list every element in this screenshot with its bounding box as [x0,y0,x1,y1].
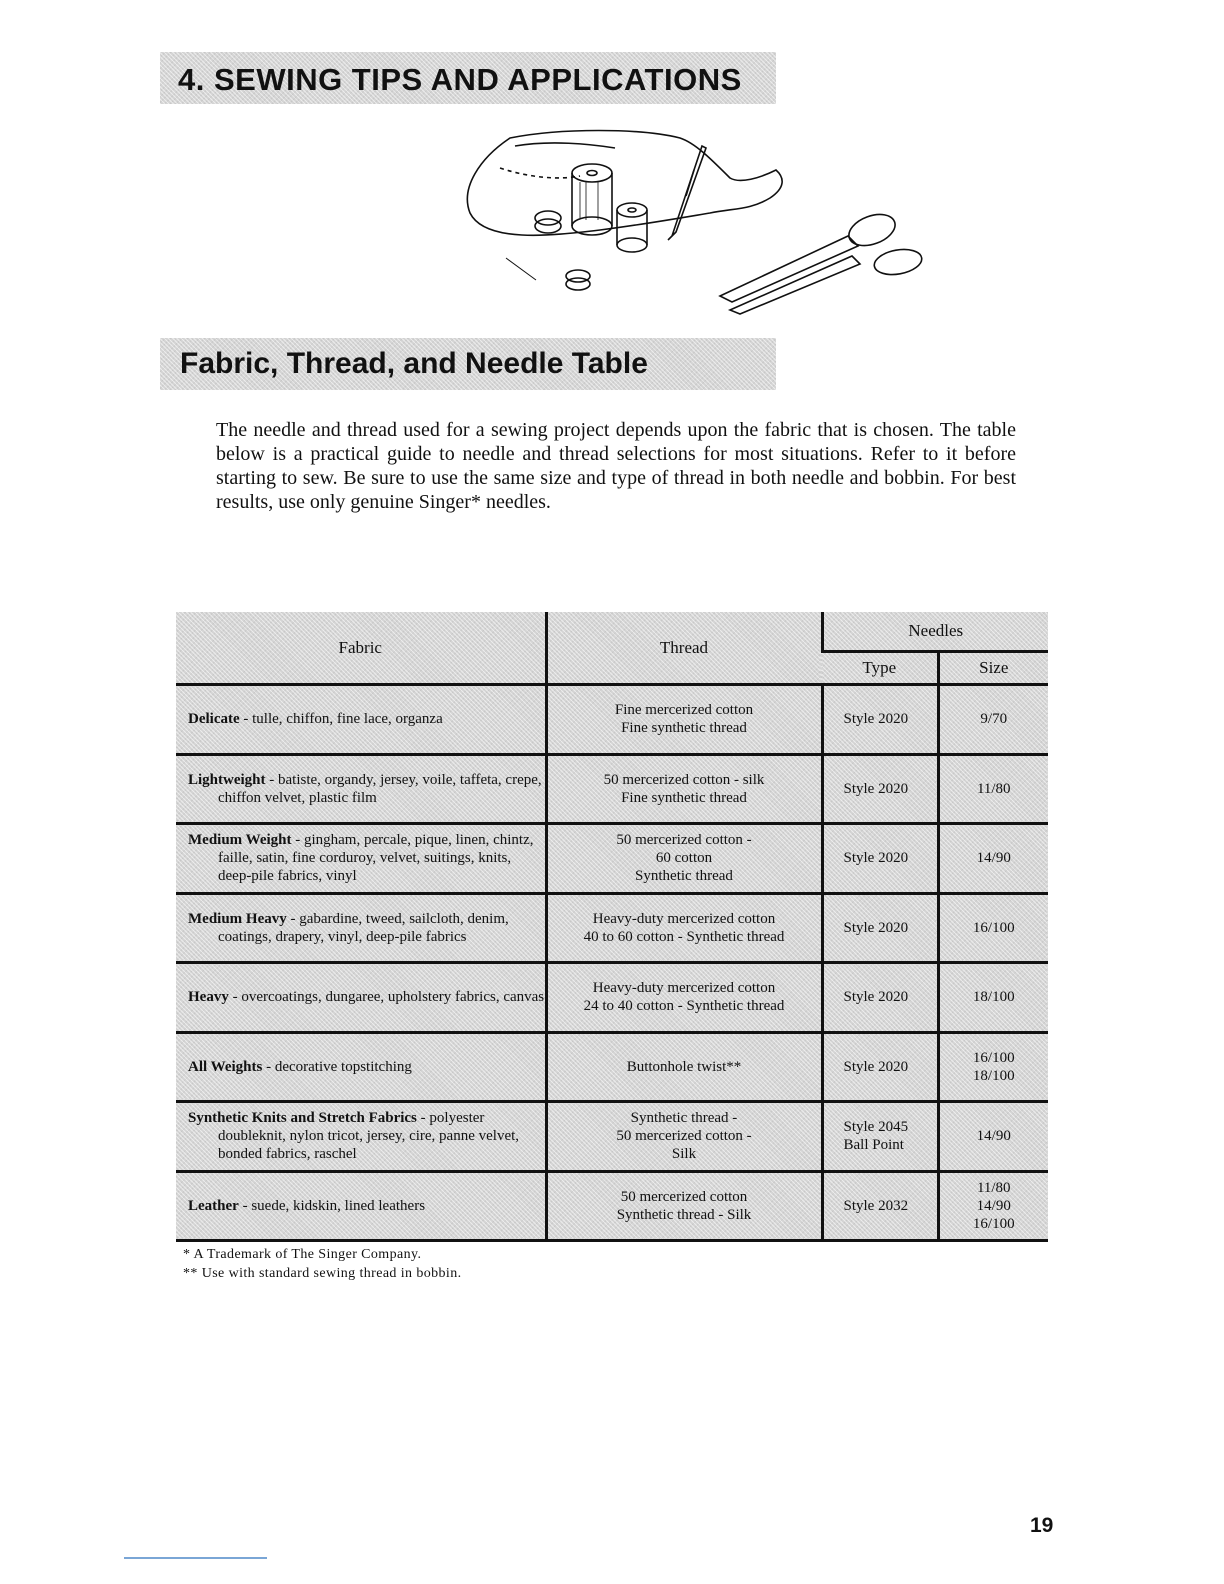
needle-size-cell: 14/90 [938,824,1048,894]
table-title: Fabric, Thread, and Needle Table [160,338,776,390]
table-row [176,754,1048,824]
motion-line-drawing [506,258,536,280]
header-fabric: Fabric [176,612,546,685]
table-row [176,1032,1048,1102]
table-row [176,685,1048,755]
fabric-name: Delicate [188,711,240,728]
fabric-description: - tulle, chiffon, fine lace, organza [239,711,443,728]
needle-type-cell: Style 2045 Ball Point [822,1102,938,1172]
fabric-name: Leather [188,1197,239,1214]
fabric-description: - decorative topstitching [262,1058,412,1075]
fabric-name: Lightweight [188,771,266,788]
fabric-cell [176,754,546,824]
fabric-name: Synthetic Knits and Stretch Fabrics [188,1110,417,1127]
fabric-cell [176,963,546,1033]
header-thread: Thread [546,612,822,685]
table-row [176,1102,1048,1172]
thread-cell: 50 mercerized cotton Synthetic thread - Silk [546,1171,822,1241]
table-row [176,1171,1048,1241]
table-row [176,824,1048,894]
fabric-cell [176,1171,546,1241]
fabric-description: - polyester doubleknit, nylon tricot, jersey, cire, panne velvet, bonded fabrics, raschel [218,1110,520,1163]
bobbin-drawing [535,211,590,290]
needle-size-cell: 11/80 [938,754,1048,824]
fabric-cell [176,1032,546,1102]
needle-drawing [668,146,706,240]
needle-type-cell: Style 2020 [822,754,938,824]
thread-cell: Heavy-duty mercerized cotton 24 to 40 cotton - Synthetic thread [546,963,822,1033]
footnote-trademark: * A Trademark of The Singer Company. [183,1247,422,1262]
fabric-name: Medium Weight [188,832,292,849]
thread-cell: 50 mercerized cotton - 60 cotton Synthetic thread [546,824,822,894]
fabric-description: - batiste, organdy, jersey, voile, taffeta, crepe, chiffon velvet, plastic film [218,771,542,806]
footnote-bobbin: ** Use with standard sewing thread in bobbin. [183,1266,462,1281]
needle-size-cell: 9/70 [938,685,1048,755]
needle-size-cell: 18/100 [938,963,1048,1033]
scissors-drawing [720,209,924,314]
needle-type-cell: Style 2020 [822,824,938,894]
fabric-description: - suede, kidskin, lined leathers [238,1197,426,1214]
needle-size-cell: 16/100 18/100 [938,1032,1048,1102]
needle-size-cell: 16/100 [938,893,1048,963]
header-needles: Needles [822,612,1048,652]
bottom-rule [124,1557,267,1559]
needle-type-cell: Style 2020 [822,893,938,963]
sewing-notions-illustration [440,118,940,328]
thread-cell: Fine mercerized cotton Fine synthetic thread [546,685,822,755]
fabric-cell [176,1102,546,1172]
fabric-name: All Weights [188,1058,263,1075]
fabric-description: - overcoatings, dungaree, upholstery fabrics, canvas [228,989,545,1006]
fabric-description: - gingham, percale, pique, linen, chintz, faille, satin, fine corduroy, velvet, suitings, knits, deep-pile fabrics, vinyl [218,832,534,885]
fabric-thread-needle-table [176,612,1048,1242]
needle-type-cell: Style 2032 [822,1171,938,1241]
needle-type-cell: Style 2020 [822,963,938,1033]
table-row [176,893,1048,963]
fabric-name: Medium Heavy [188,910,287,927]
fabric-name: Heavy [188,989,229,1006]
thread-cell: 50 mercerized cotton - silk Fine synthetic thread [546,754,822,824]
needle-size-cell: 14/90 [938,1102,1048,1172]
thread-spool-large-drawing [572,164,612,235]
footnotes [183,1245,462,1283]
header-type: Type [822,652,938,685]
fabric-cell [176,893,546,963]
section-title: 4. SEWING TIPS AND APPLICATIONS [160,52,776,104]
thread-cell: Buttonhole twist** [546,1032,822,1102]
table-row [176,963,1048,1033]
fabric-cell [176,824,546,894]
needle-type-cell: Style 2020 [822,1032,938,1102]
thread-cell: Heavy-duty mercerized cotton 40 to 60 cotton - Synthetic thread [546,893,822,963]
thread-cell: Synthetic thread - 50 mercerized cotton - Silk [546,1102,822,1172]
fabric-swatch-drawing [467,131,782,236]
needle-size-cell: 11/80 14/90 16/100 [938,1171,1048,1241]
header-size: Size [938,652,1048,685]
page-number: 19 [1030,1514,1054,1537]
needle-type-cell: Style 2020 [822,685,938,755]
fabric-description: - gabardine, tweed, sailcloth, denim, coatings, drapery, vinyl, deep-pile fabrics [218,910,509,945]
intro-paragraph: The needle and thread used for a sewing project depends upon the fabric that is chosen. The table below is a practical guide to needle and thread selections for most situations. Refer to it before starting to sew. Be sure to use the same size and type of thread in both needle and bobbin. For best results, use only genuine Singer* needles. [216,419,1016,513]
fabric-cell [176,685,546,755]
